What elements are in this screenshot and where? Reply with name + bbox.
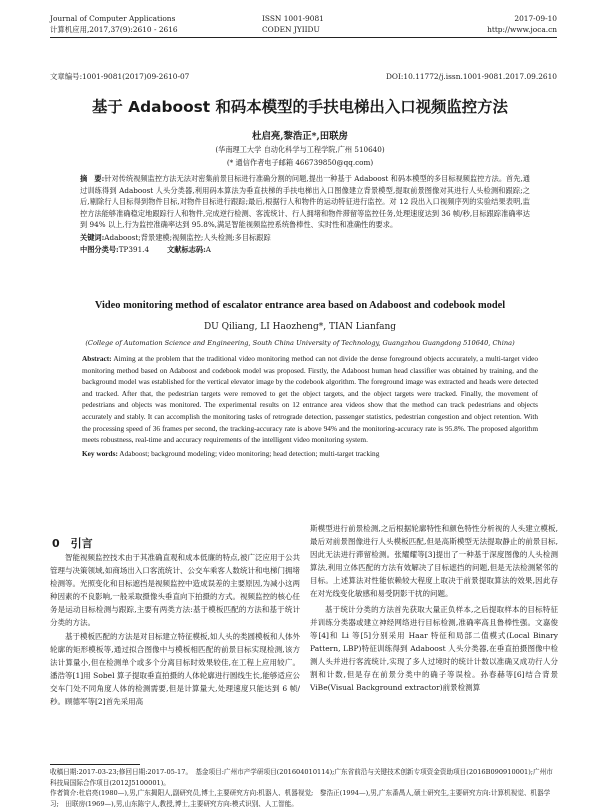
keywords-en-text: Adaboost; background modeling; video monitoring; head detection; multi-target tracking <box>119 448 380 458</box>
abstract-cn-body <box>80 173 530 231</box>
abstract-en-text: Aiming at the problem that the traditional video monitoring method can not divide the dense foreground objects accurately, a multi-target video monitoring method based on Adaboost and codebook model was proposed. Firstly, the Adaboost human head classifier was obtained by training, and the background model was established for the vertical elevator image by the codebook algorithm. The foreground image was extracted and heads were detected and tracked. After that, the pedestrian targets were removed to get the object targets, and the object targets were tracked. Finally, the movement of pedestrians and objects was monitored. The experimental results on 12 entrance area videos show that the method can track pedestrians and objects accurately and stably. It can accomplish the monitoring tasks of retrograde detection, passenger statistics, pedestrian congestion and object retention. With the processing speed of 36 frames per second, the tracking-accuracy rate is above 94% and the monitoring-accuracy rate is 95.8%. The proposed algorithm meets robustness, real-time and accuracy requirements of the intelligent video monitoring system. <box>82 354 539 445</box>
authors-cn: 杜启亮,黎浩正*,田联房 <box>252 131 348 142</box>
authors-en: DU Qiliang, LI Haozheng*, TIAN Lianfang <box>203 322 397 332</box>
paper-title-cn: 基于 Adaboost 和码本模型的手扶电梯出入口视频监控方法 <box>92 98 508 116</box>
article-number: 文章编号:1001-9081(2017)09-2610-07 <box>50 72 190 81</box>
header-rule <box>50 37 557 38</box>
issn: ISSN 1001-9081 <box>262 14 324 23</box>
keywords-en-label: Key words: <box>82 448 118 458</box>
footnote-rule <box>50 764 140 765</box>
right-paragraph-1: 斯模型进行前景检测,之后根据轮廓特性和颜色特性分析视的人头建立模板,最后对前景图像进行人头模板匹配,但是高斯模型无法提取静止的前景目标,因此无法进行滞留检测。张耀耀等[3]提出了一种基于深度图像的人头检测算法,利用立体匹配的方法有效解决了目标遮挡的问题,但是无法检测紧邻的目标。上述算法对性能依赖较大程度上取决于前景提取算法的效果,因此存在对光线变化敏感和易受阴影干扰的问题。 <box>310 524 558 599</box>
doc-code: A <box>205 244 212 254</box>
abstract-cn-text: 针对传统视频监控方法无法对密集前景目标进行准确分割的问题,提出一种基于 Adaboost 和码本模型的多目标视频监控方法。首先,通过训练得到 Adaboost 人头分类器,利用码本算法为垂直扶梯的手扶电梯出入口图像建立背景模型,提取前景图像对其进行人头检测和跟踪;之后,剔除行人目标得到物件目标,对物件目标进行跟踪;最后,根据行人和物件的运动特征进行监控。对 12 段出入口视频序列的实验结果表明,监控方法能够准确稳定地跟踪行人和物件,完成逆行检测、客流统计、行人拥堵和物件滞留等监控任务,处理速度达到 36 帧/秒,目标跟踪准确率达到 94% 以上,行为监控准确率达到 95.8%,满足智能视频监控系统鲁棒性、实时性和准确性的要求。 <box>80 174 531 230</box>
body-left-column <box>50 551 300 708</box>
coden: CODEN JYIIDU <box>262 25 320 34</box>
clc-number: TP391.4 <box>118 244 150 254</box>
classification-line <box>80 244 530 256</box>
issue-date: 2017-09-10 <box>514 14 557 23</box>
keywords-en <box>82 448 538 460</box>
journal-citation: 计算机应用,2017,37(9):2610 - 2616 <box>50 25 178 34</box>
abstract-en-body <box>82 353 538 446</box>
affiliation-en: (College of Automation Science and Engineering, South China University of Technology, Guangzhou Guangdong 510640, China) <box>85 339 515 347</box>
clc-label: 中图分类号: <box>80 244 119 254</box>
paper-title-en: Video monitoring method of escalator entrance area based on Adaboost and codebook model <box>94 300 506 311</box>
journal-name-en: Journal of Computer Applications <box>50 14 176 23</box>
abstract-cn-label: 摘 要: <box>80 174 105 183</box>
doi[interactable]: DOI:10.11772/j.issn.1001-9081.2017.09.2610 <box>385 72 557 81</box>
abstract-cn <box>80 173 530 255</box>
doc-code-label: 文献标志码: <box>167 244 206 254</box>
right-paragraph-2: 基于统计分类的方法首先获取大量正负样本,之后提取样本的目标特征并训练分类器或建立神经网络进行目标检测,准确率高且鲁棒性强。文嘉俊等[4]和 Li 等[5]分别采用 Haar 特征和局部二值模式(Local Binary Pattern, LBP)特征训练得到 Adaboost 人头分类器,在垂直拍摄图像中检测人头并进行客流统计,实现了多人过境时的统计计数以准确又成功行人分割和计数,但是存在前景分类中的确子等误检。孙春赫等[6]结合背景 ViBe(Visual Background extractor)前景检测算 <box>310 604 558 693</box>
keywords-cn-text: Adaboost;背景建模;视频监控;人头检测;多目标跟踪 <box>104 232 271 242</box>
footnote-funding: 收稿日期:2017-03-23;修回日期:2017-05-17。 基金项目:广州市产学研项目(201604010114);广东省前沿与关键技术创新专项资金资助项目(2016B090910001);广州市科技局国际合作项目(2012J5100001)。 <box>50 768 553 787</box>
affiliation-cn: (华南理工大学 自动化科学与工程学院,广州 510640) <box>215 145 385 154</box>
abstract-en-label: Abstract: <box>82 354 112 363</box>
footnote-authors: 作者简介:杜启亮(1980—),男,广东揭阳人,副研究员,博士,主要研究方向:机器人、机器视觉; 黎浩正(1994—),男,广东番禺人,硕士研究生,主要研究方向:计算机视觉、机器学习; 田联房(1969—),男,山东陈宁人,教授,博士,主要研究方向:模式识别、人工智能。 <box>50 789 551 808</box>
journal-url[interactable]: http://www.joca.cn <box>487 25 557 34</box>
footnotes <box>50 767 557 809</box>
abstract-en <box>82 353 538 459</box>
corresponding-email-cn: (* 通信作者电子邮箱 466739850@qq.com) <box>226 158 374 167</box>
left-paragraph-2: 基于模板匹配的方法是对目标建立特征模板,如人头的类圆模板和人体外轮廓的矩形模板等,通过拟合图像中与模板相匹配的前景目标实现检测,该方法计算量小,但在检测单个或多个分离目标时效果较佳,在工程上应用较广。潘浩等[1]用 Sobel 算子提取垂直拍摄的人体轮廓进行圆线生长,能够适应公交车门处不同角度人体的检测需要,但是计算量大,处理速度只能达到 6 帧/秒。顾德军等[2]首先采用高 <box>50 631 300 707</box>
body-right-column <box>310 522 558 694</box>
keywords-cn <box>80 232 530 244</box>
left-paragraph-1: 智能视频监控技术由于其准确直观和成本低廉的特点,被广泛应用于公共管理与决策领域,如商场出入口客流统计、公交车乘客人数统计和电梯门拥堵检测等。光照变化和目标遮挡是视频监控中造成误差的主要原因,为减小这两种因素的不良影响,一般采取摄像头垂直向下拍摄的方式。视频监控的核心任务是运动目标检测与跟踪,主要有两类方法:基于模板匹配的方法和基于统计分类的方法。 <box>50 553 300 628</box>
keywords-cn-label: 关键词: <box>80 232 105 242</box>
section-heading-introduction: 0 引言 <box>52 537 93 550</box>
